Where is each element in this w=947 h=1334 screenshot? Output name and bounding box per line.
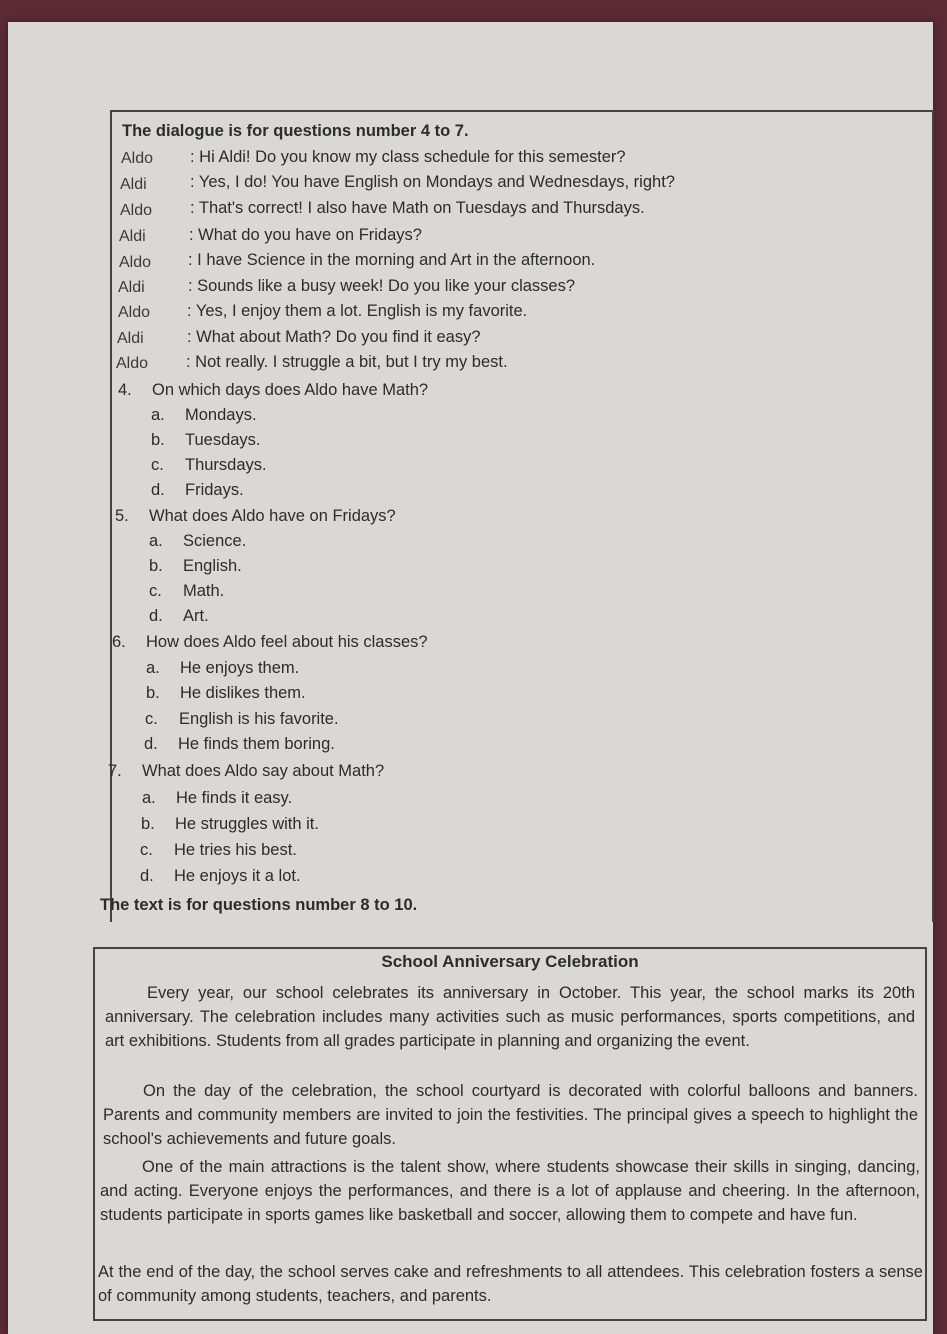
option[interactable] (151, 456, 267, 475)
question-7 (108, 762, 384, 781)
option-letter: c. (149, 582, 162, 600)
question-text: What does Aldo say about Math? (142, 762, 385, 780)
option-text: Math. (183, 582, 225, 600)
text-intro: The text is for questions number 8 to 10. (100, 896, 418, 914)
option[interactable] (151, 406, 257, 425)
reading-passage-box (93, 947, 927, 1321)
question-5 (115, 507, 396, 526)
dialogue-speaker: Aldi (120, 176, 147, 193)
option[interactable] (149, 532, 246, 551)
dialogue-line: : Sounds like a busy week! Do you like your classes? (188, 277, 576, 295)
option-text: Science. (183, 532, 247, 550)
option[interactable] (149, 582, 224, 601)
option[interactable] (151, 481, 244, 500)
passage-paragraph: At the end of the day, the school serves cake and refreshments to all attendees. This celebration fosters a sense of community among students, teachers, and parents. (98, 1263, 923, 1305)
dialogue-speaker: Aldo (118, 304, 151, 321)
option-text: He finds it easy. (176, 789, 293, 807)
dialogue-line: : Yes, I do! You have English on Mondays and Wednesdays, right? (190, 173, 675, 191)
option-letter: d. (140, 867, 154, 885)
option[interactable] (140, 867, 301, 886)
question-text: What does Aldo have on Fridays? (149, 507, 396, 525)
dialogue-speaker: Aldo (119, 254, 152, 271)
question-number: 7. (108, 762, 122, 780)
passage-paragraph: Every year, our school celebrates its anniversary in October. This year, the school marks its 20th anniversary. The celebration includes many activities such as music performances, sports competitions, and art exhibitions. Students from all grades participate in planning and organizing the event. (105, 984, 915, 1050)
option-text: Art. (183, 607, 209, 625)
question-number: 6. (112, 633, 126, 651)
option-letter: a. (149, 532, 163, 550)
option[interactable] (145, 710, 339, 729)
worksheet-page (8, 22, 933, 1334)
dialogue-line: : What about Math? Do you find it easy? (187, 328, 481, 346)
option-letter: d. (144, 735, 158, 753)
option-letter: d. (149, 607, 163, 625)
option-text: Mondays. (185, 406, 257, 424)
dialogue-line: : Yes, I enjoy them a lot. English is my favorite. (187, 302, 528, 320)
option-text: He tries his best. (174, 841, 297, 859)
option[interactable] (151, 431, 261, 450)
option[interactable] (141, 815, 319, 834)
option-letter: b. (146, 684, 160, 702)
option-letter: b. (151, 431, 165, 449)
dialogue-line: : What do you have on Fridays? (189, 226, 422, 244)
option-text: He enjoys it a lot. (174, 867, 301, 885)
dialogue-speaker: Aldo (121, 150, 154, 167)
option-text: He struggles with it. (175, 815, 319, 833)
question-number: 4. (118, 381, 132, 399)
option-letter: c. (140, 841, 153, 859)
option[interactable] (146, 684, 306, 703)
option[interactable] (146, 659, 299, 678)
dialogue-speaker: Aldi (117, 330, 144, 347)
option[interactable] (142, 789, 292, 808)
option-text: He finds them boring. (178, 735, 335, 753)
passage-paragraph: On the day of the celebration, the school courtyard is decorated with colorful balloons and banners. Parents and community members are invited to join the festivities. The principal gives a speech to highlight the school's achievements and future goals. (103, 1082, 918, 1148)
option-letter: a. (142, 789, 156, 807)
option[interactable] (149, 607, 209, 626)
option-letter: a. (151, 406, 165, 424)
option-letter: a. (146, 659, 160, 677)
dialogue-line: : I have Science in the morning and Art in the afternoon. (188, 251, 596, 269)
option-letter: b. (141, 815, 155, 833)
question-text: On which days does Aldo have Math? (152, 381, 429, 399)
dialogue-line: : That's correct! I also have Math on Tuesdays and Thursdays. (190, 199, 645, 217)
option-text: Thursdays. (185, 456, 267, 474)
option-letter: c. (145, 710, 158, 728)
option-letter: c. (151, 456, 164, 474)
dialogue-speaker: Aldo (116, 355, 149, 372)
option[interactable] (140, 841, 297, 860)
option-text: He enjoys them. (180, 659, 300, 677)
option-text: English is his favorite. (179, 710, 339, 728)
question-6 (112, 633, 428, 652)
option-letter: b. (149, 557, 163, 575)
question-4 (118, 381, 428, 400)
dialogue-speaker: Aldi (119, 228, 146, 245)
option-text: Fridays. (185, 481, 244, 499)
option-text: Tuesdays. (185, 431, 261, 449)
option-text: English. (183, 557, 242, 575)
option[interactable] (149, 557, 242, 576)
question-text: How does Aldo feel about his classes? (146, 633, 428, 651)
dialogue-speaker: Aldo (120, 202, 153, 219)
dialogue-line: : Not really. I struggle a bit, but I try my best. (186, 353, 508, 371)
question-number: 5. (115, 507, 129, 525)
passage-title: School Anniversary Celebration (381, 952, 639, 971)
option-text: He dislikes them. (180, 684, 306, 702)
dialogue-line: : Hi Aldi! Do you know my class schedule for this semester? (190, 148, 626, 166)
dialogue-intro: The dialogue is for questions number 4 to 7. (122, 122, 469, 140)
dialogue-speaker: Aldi (118, 279, 145, 296)
passage-paragraph: One of the main attractions is the talent show, where students showcase their skills in singing, dancing, and acting. Everyone enjoys the performances, and there is a lot of applause and cheering. In the afternoon, students participate in sports games like basketball and soccer, allowing them to compete and have fun. (100, 1158, 920, 1224)
option[interactable] (144, 735, 335, 754)
option-letter: d. (151, 481, 165, 499)
